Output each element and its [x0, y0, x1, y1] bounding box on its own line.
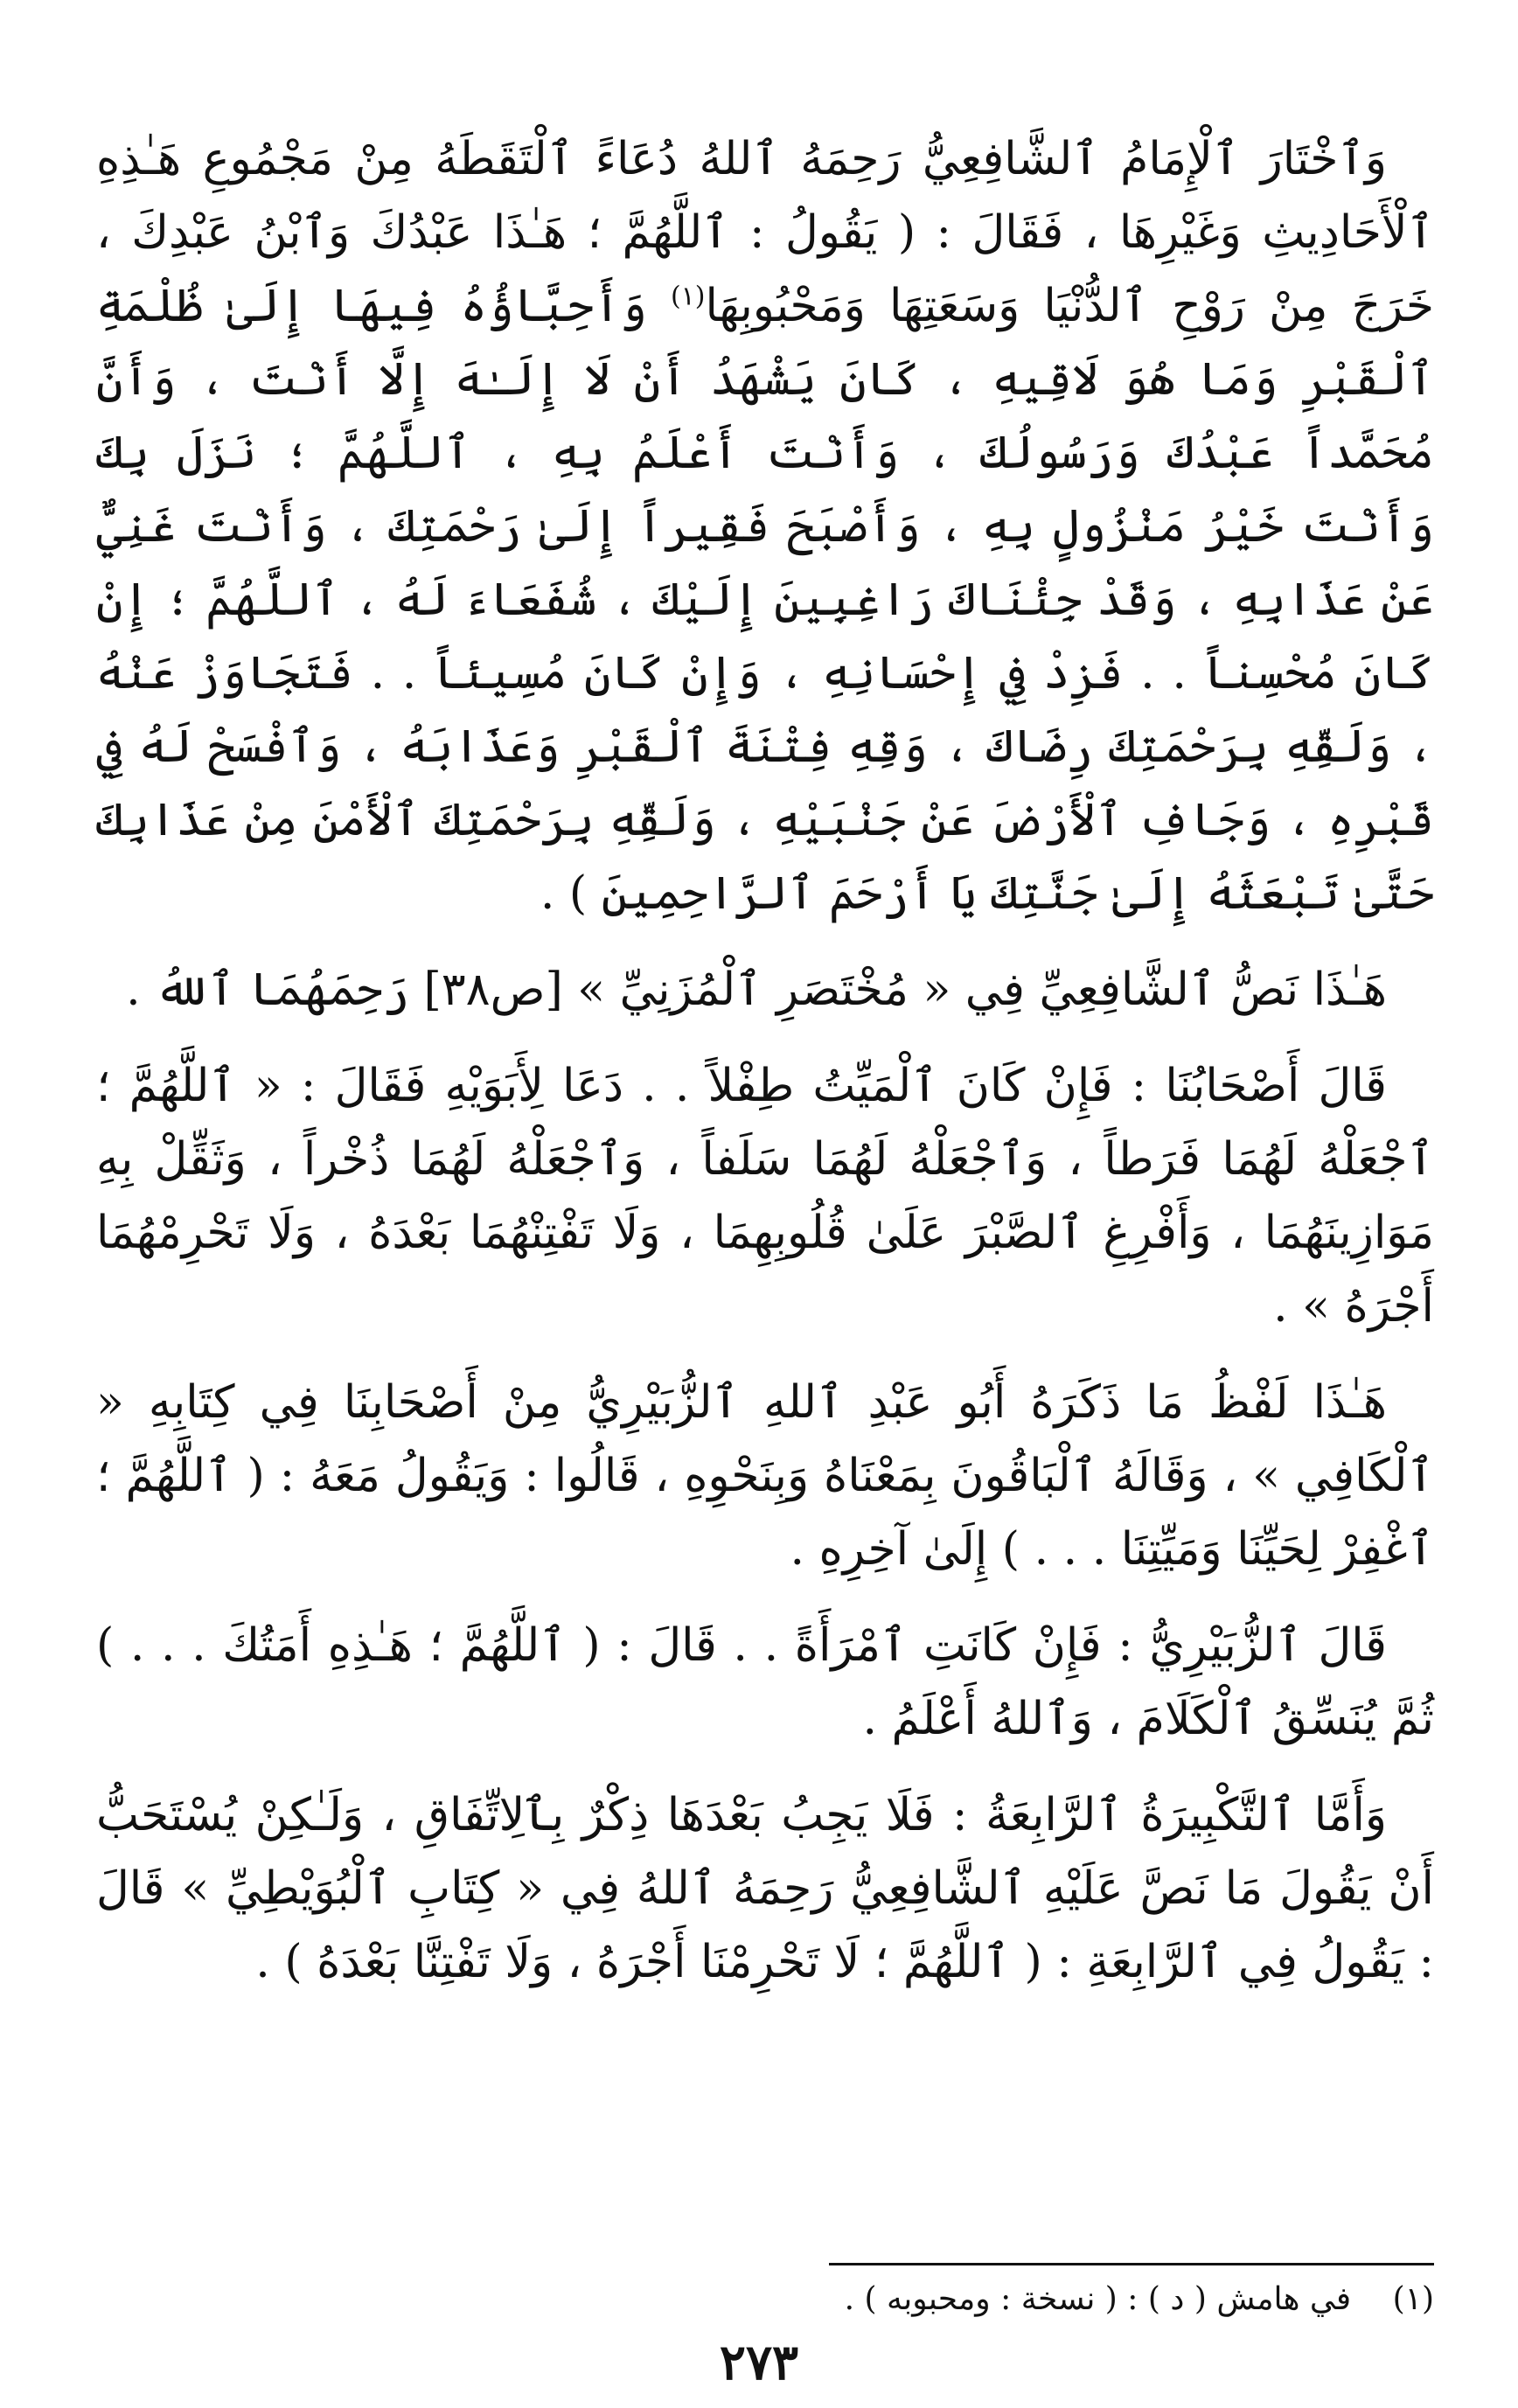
paragraph-woman-dua: قَالَ ٱلزُّبَيْرِيُّ : فَإِنْ كَانَتِ ٱمْرَأَةً . . قَالَ : ( ٱللَّهُمَّ ؛ هَـٰذِهِ أَمَتُكَ . . . ) ثُمَّ يُنَسِّقُ ٱلْكَلَامَ ، وَٱللهُ أَعْلَمُ .: [96, 1619, 1434, 1745]
main-text: [96, 122, 1434, 2022]
footnote-divider: [829, 2263, 1434, 2265]
page-number: ٢٧٣: [719, 2334, 799, 2391]
footnote-text: في هامش ( د ) : ( نسخة : ومحبوبه ) .: [844, 2281, 1352, 2317]
paragraph-zubayri-kafi: هَـٰذَا لَفْظُ مَا ذَكَرَهُ أَبُو عَبْدِ ٱللهِ ٱلزُّبَيْرِيُّ مِنْ أَصْحَابِنَا فِي كِتَابِهِ « ٱلْكَافِي » ، وَقَالَهُ ٱلْبَاقُونَ بِمَعْنَاهُ وَبِنَحْوِهِ ، قَالُوا : وَيَقُولُ مَعَهُ : ( ٱللَّهُمَّ ؛ ٱغْفِرْ لِحَيِّنَا وَمَيِّتِنَا . . . ) إِلَىٰ آخِرِهِ .: [96, 1376, 1434, 1576]
paragraph-shafii-dua-part2: وَأَحِبَّاؤُهُ فِيهَا إِلَىٰ ظُلْمَةِ ٱلْقَبْرِ وَمَا هُوَ لَاقِيهِ ، كَانَ يَشْهَدُ أَنْ لَا إِلَـٰهَ إِلَّا أَنْتَ ، وَأَنَّ مُحَمَّداً عَبْدُكَ وَرَسُولُكَ ، وَأَنْتَ أَعْلَمُ بِهِ ، ٱللَّهُمَّ ؛ نَزَلَ بِكَ وَأَنْتَ خَيْرُ مَنْزُولٍ بِهِ ، وَأَصْبَحَ فَقِيراً إِلَىٰ رَحْمَتِكَ ، وَأَنْتَ غَنِيٌّ عَنْ عَذَابِهِ ، وَقَدْ جِئْنَاكَ رَاغِبِينَ إِلَيْكَ ، شُفَعَاءَ لَهُ ، ٱللَّهُمَّ ؛ إِنْ كَانَ مُحْسِناً . . فَزِدْ فِي إِحْسَانِهِ ، وَإِنْ كَانَ مُسِيئاً . . فَتَجَاوَزْ عَنْهُ ، وَلَقِّهِ بِرَحْمَتِكَ رِضَاكَ ، وَقِهِ فِتْنَةَ ٱلْقَبْرِ وَعَذَابَهُ ، وَٱفْسَحْ لَهُ فِي قَبْرِهِ ، وَجَافِ ٱلْأَرْضَ عَنْ جَنْبَيْهِ ، وَلَقِّهِ بِرَحْمَتِكَ ٱلْأَمْنَ مِنْ عَذَابِكَ حَتَّىٰ تَبْعَثَهُ إِلَىٰ جَنَّتِكَ يَا أَرْحَمَ ٱلرَّاحِمِينَ ) .: [96, 280, 1434, 920]
paragraph-mukhtasar-source: هَـٰذَا نَصُّ ٱلشَّافِعِيِّ فِي « مُخْتَصَرِ ٱلْمُزَنِيِّ » [ص٣٨] رَحِمَهُمَا ٱللهُ .: [126, 964, 1387, 1016]
footnote-number: (١): [1392, 2281, 1434, 2317]
footnote-reference-marker: (١): [670, 281, 706, 312]
paragraph-fourth-takbir: وَأَمَّا ٱلتَّكْبِيرَةُ ٱلرَّابِعَةُ : فَلَا يَجِبُ بَعْدَهَا ذِكْرٌ بِٱلِاتِّفَاقِ ، وَلَـٰكِنْ يُسْتَحَبُّ أَنْ يَقُولَ مَا نَصَّ عَلَيْهِ ٱلشَّافِعِيُّ رَحِمَهُ ٱللهُ فِي « كِتَابِ ٱلْبُوَيْطِيِّ » قَالَ : يَقُولُ فِي ٱلرَّابِعَةِ : ( ٱللَّهُمَّ ؛ لَا تَحْرِمْنَا أَجْرَهُ ، وَلَا تَفْتِنَّا بَعْدَهُ ) .: [96, 1789, 1434, 1988]
paragraph-shafii-dua: [96, 122, 1434, 930]
paragraph-child-dua: قَالَ أَصْحَابُنَا : فَإِنْ كَانَ ٱلْمَيِّتُ طِفْلاً . . دَعَا لِأَبَوَيْهِ فَقَالَ : « ٱللَّهُمَّ ؛ ٱجْعَلْهُ لَهُمَا فَرَطاً ، وَٱجْعَلْهُ لَهُمَا سَلَفاً ، وَٱجْعَلْهُ لَهُمَا ذُخْراً ، وَثَقِّلْ بِهِ مَوَازِينَهُمَا ، وَأَفْرِغِ ٱلصَّبْرَ عَلَىٰ قُلُوبِهِمَا ، وَلَا تَفْتِنْهُمَا بَعْدَهُ ، وَلَا تَحْرِمْهُمَا أَجْرَهُ » .: [96, 1060, 1434, 1333]
paragraph-shafii-dua-part1: وَٱخْتَارَ ٱلْإِمَامُ ٱلشَّافِعِيُّ رَحِمَهُ ٱللهُ دُعَاءً ٱلْتَقَطَهُ مِنْ مَجْمُوعِ هَـٰذِهِ ٱلْأَحَادِيثِ وَغَيْرِهَا ، فَقَالَ : ( يَقُولُ : ٱللَّهُمَّ ؛ هَـٰذَا عَبْدُكَ وَٱبْنُ عَبْدِكَ ، خَرَجَ مِنْ رَوْحِ ٱلدُّنْيَا وَسَعَتِهَا وَمَحْبُوبِهَا: [96, 133, 1434, 332]
footnote: [96, 2277, 1434, 2322]
